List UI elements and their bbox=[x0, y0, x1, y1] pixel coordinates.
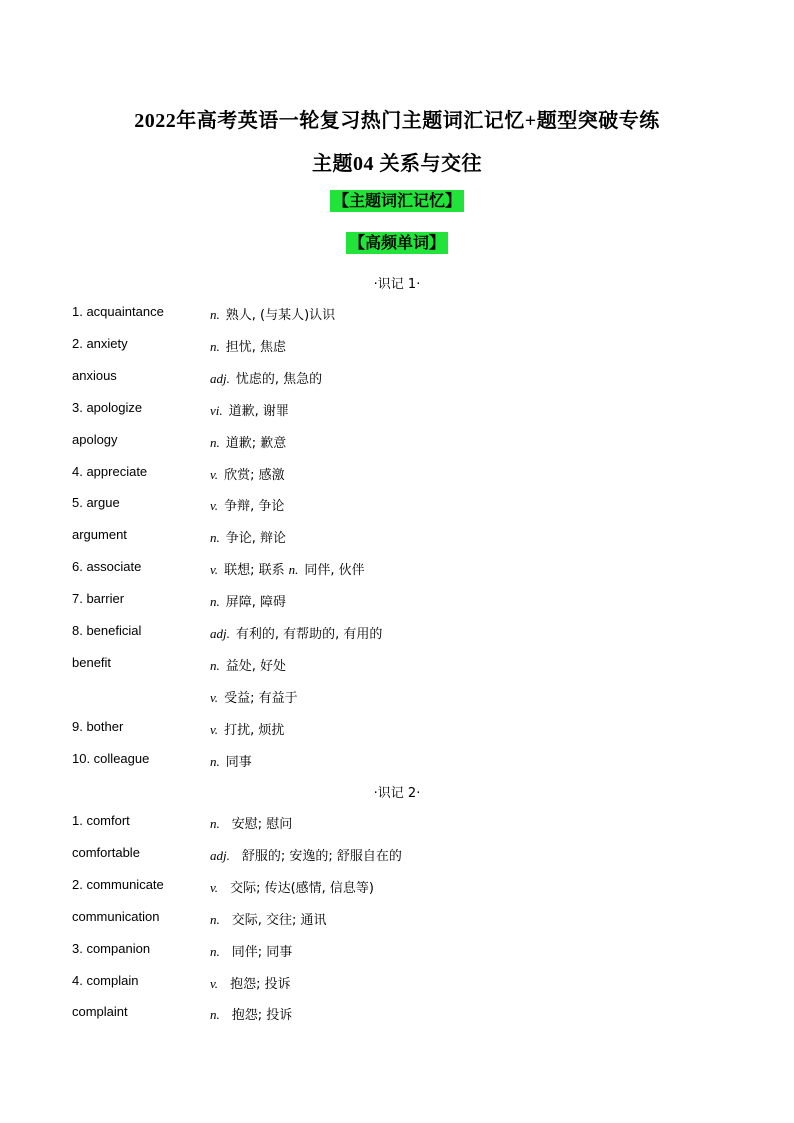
part-of-speech: adj. bbox=[210, 626, 230, 641]
part-of-speech: adj. bbox=[210, 370, 230, 386]
vocab-row bbox=[0, 495, 794, 515]
vocab-word: complaint bbox=[72, 1004, 128, 1020]
part-of-speech: n. bbox=[210, 338, 220, 354]
vocab-definition bbox=[210, 973, 291, 992]
vocab-definition bbox=[210, 495, 284, 514]
vocab-definition bbox=[210, 400, 289, 419]
vocab-definition bbox=[210, 751, 252, 770]
definition-text: 同伴; 同事 bbox=[231, 944, 293, 960]
vocab-row bbox=[0, 719, 794, 739]
definition-text: 受益; 有益于 bbox=[224, 690, 298, 706]
vocab-word: apology bbox=[72, 431, 118, 447]
part-of-speech: n. bbox=[210, 530, 220, 546]
vocab-word: 10. colleague bbox=[72, 750, 150, 766]
definition-text: 道歉; 歉意 bbox=[225, 435, 287, 451]
part-of-speech-secondary: n. bbox=[288, 562, 299, 578]
vocab-row bbox=[0, 909, 794, 929]
definition-text: 争论, 辩论 bbox=[225, 531, 287, 547]
vocab-definition bbox=[210, 941, 292, 960]
vocab-row bbox=[0, 623, 794, 643]
vocab-definition bbox=[210, 368, 322, 387]
part-of-speech: n. bbox=[210, 816, 220, 831]
definition-text: 担忧, 焦虑 bbox=[225, 339, 287, 355]
part-of-speech: v. bbox=[210, 498, 219, 514]
vocab-row bbox=[0, 973, 794, 993]
document-title: 2022年高考英语一轮复习热门主题词汇记忆+题型突破专练 bbox=[134, 110, 660, 132]
vocab-definition bbox=[210, 591, 286, 610]
definition-text: 欣赏; 感激 bbox=[224, 467, 285, 483]
vocab-word: 3. apologize bbox=[72, 399, 143, 415]
section-label-1: ·识记 1· bbox=[373, 277, 421, 292]
vocab-row bbox=[0, 591, 794, 611]
vocab-row bbox=[0, 559, 794, 579]
vocab-definition bbox=[210, 719, 284, 738]
part-of-speech: n. bbox=[210, 307, 220, 322]
definition-text: 熟人, (与某人)认识 bbox=[225, 308, 336, 323]
vocab-row bbox=[0, 527, 794, 547]
part-of-speech: n. bbox=[210, 911, 220, 927]
definition-text: 益处, 好处 bbox=[225, 658, 287, 674]
vocab-row bbox=[0, 845, 794, 865]
vocab-row bbox=[0, 368, 794, 388]
document-subtitle: 主题04 关系与交往 bbox=[312, 153, 482, 175]
definition-text-secondary: 同伴, 伙伴 bbox=[304, 563, 365, 579]
definition-text: 联想; 联系 bbox=[224, 563, 285, 579]
vocab-definition bbox=[210, 813, 292, 832]
banner-topic-vocab bbox=[0, 190, 794, 212]
definition-text: 交际; 传达(感情, 信息等) bbox=[230, 880, 374, 896]
vocab-word: comfortable bbox=[72, 844, 140, 860]
vocab-definition bbox=[210, 336, 286, 355]
definition-text: 舒服的; 安逸的; 舒服自在的 bbox=[241, 848, 402, 864]
definition-text: 争辩, 争论 bbox=[224, 499, 285, 515]
part-of-speech: adj. bbox=[210, 847, 230, 863]
vocab-word: 6. associate bbox=[72, 559, 142, 575]
part-of-speech: n. bbox=[210, 434, 220, 450]
banner-topic-vocab-label: 【主题词汇记忆】 bbox=[330, 190, 464, 212]
vocab-word: benefit bbox=[72, 654, 112, 670]
vocab-definition bbox=[210, 464, 285, 483]
vocab-definition bbox=[210, 1004, 292, 1023]
vocab-word: 9. bother bbox=[72, 718, 124, 734]
vocab-word: 4. appreciate bbox=[72, 463, 148, 479]
vocab-row bbox=[0, 336, 794, 356]
vocab-word: 2. communicate bbox=[72, 876, 164, 892]
definition-text: 交际, 交往; 通讯 bbox=[231, 912, 327, 928]
definition-text: 安慰; 慰问 bbox=[231, 817, 293, 832]
vocab-word: communication bbox=[72, 908, 160, 924]
part-of-speech: v. bbox=[210, 975, 219, 991]
part-of-speech: v. bbox=[210, 879, 219, 895]
vocab-row bbox=[0, 432, 794, 452]
vocab-definition bbox=[210, 304, 335, 323]
vocab-definition bbox=[210, 909, 327, 928]
banner-high-frequency bbox=[0, 232, 794, 254]
part-of-speech: v. bbox=[210, 689, 219, 705]
definition-text: 忧虑的, 焦急的 bbox=[235, 371, 323, 387]
part-of-speech: v. bbox=[210, 562, 219, 578]
vocab-word: 5. argue bbox=[72, 495, 120, 511]
vocab-word: 1. acquaintance bbox=[72, 304, 164, 319]
vocab-definition bbox=[210, 877, 374, 896]
vocab-definition bbox=[210, 527, 286, 546]
part-of-speech: n. bbox=[210, 657, 220, 673]
vocab-word: argument bbox=[72, 527, 127, 543]
vocab-row bbox=[0, 877, 794, 897]
vocab-definition bbox=[210, 687, 298, 706]
part-of-speech: n. bbox=[210, 594, 220, 610]
part-of-speech: vi. bbox=[210, 402, 223, 418]
banner-high-frequency-label: 【高频单词】 bbox=[346, 232, 448, 254]
vocab-row bbox=[0, 464, 794, 484]
vocab-word: 1. comfort bbox=[72, 813, 130, 828]
vocab-row bbox=[0, 941, 794, 961]
part-of-speech: n. bbox=[210, 1007, 220, 1023]
vocab-definition bbox=[210, 559, 365, 578]
part-of-speech: n. bbox=[210, 753, 220, 769]
vocab-row bbox=[0, 687, 794, 707]
vocab-row bbox=[0, 304, 794, 324]
definition-text: 屏障, 障碍 bbox=[225, 595, 287, 611]
definition-text: 抱怨; 投诉 bbox=[231, 1008, 293, 1024]
part-of-speech: v. bbox=[210, 466, 219, 482]
definition-text: 抱怨; 投诉 bbox=[230, 976, 291, 992]
vocab-definition bbox=[210, 623, 382, 642]
section-label-2: ·识记 2· bbox=[373, 786, 421, 801]
vocab-word: 2. anxiety bbox=[72, 335, 128, 351]
definition-text: 有利的, 有帮助的, 有用的 bbox=[235, 627, 383, 642]
vocab-definition bbox=[210, 655, 286, 674]
definition-text: 打扰, 烦扰 bbox=[224, 722, 285, 738]
vocab-row bbox=[0, 1004, 794, 1024]
vocab-row bbox=[0, 751, 794, 771]
vocab-row bbox=[0, 655, 794, 675]
part-of-speech: v. bbox=[210, 721, 219, 737]
vocab-definition bbox=[210, 845, 402, 864]
definition-text: 道歉, 谢罪 bbox=[228, 403, 289, 419]
definition-text: 同事 bbox=[225, 754, 252, 770]
vocab-word: 7. barrier bbox=[72, 591, 125, 607]
vocab-row bbox=[0, 813, 794, 833]
part-of-speech: n. bbox=[210, 943, 220, 959]
vocab-word: 4. complain bbox=[72, 972, 139, 988]
vocab-word: anxious bbox=[72, 367, 117, 383]
vocab-definition bbox=[210, 432, 286, 451]
vocab-word: 3. companion bbox=[72, 940, 151, 956]
vocab-word: 8. beneficial bbox=[72, 623, 142, 638]
vocab-row bbox=[0, 400, 794, 420]
